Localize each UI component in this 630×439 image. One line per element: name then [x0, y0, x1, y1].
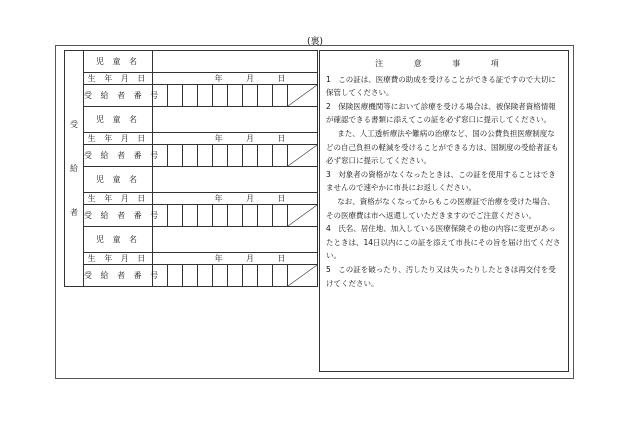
note-2-sub: また、人工透析療法や難病の治療など、国の公費負担医療制度などの自己負担の軽減を受けることができる方は、国制度の受給者証も必ず窓口に提示してください。: [326, 128, 559, 166]
recipient-number-digit[interactable]: [198, 145, 213, 167]
recipient-number-digit[interactable]: [168, 265, 183, 287]
recipient-number-digit[interactable]: [258, 145, 273, 167]
recipient-number-label: 受 給 者 番 号: [84, 85, 153, 107]
recipient-number-digit[interactable]: [273, 85, 288, 107]
child-name-row: [65, 227, 318, 253]
recipient-number-digit[interactable]: [228, 265, 243, 287]
recipient-number-digit[interactable]: [228, 205, 243, 227]
void-slash: [288, 205, 317, 226]
dob-label: 生 年 月 日: [84, 253, 153, 265]
recipient-number-digit[interactable]: [273, 265, 288, 287]
child-name-row: [65, 167, 318, 193]
note-3-sub: なお、資格がなくなってからもこの医療証で治療を受けた場合、その医療費は市へ返還していただきますのでご注意ください。: [326, 196, 555, 220]
child-name-label: 児 童 名: [84, 107, 153, 133]
dob-row: [65, 73, 318, 85]
child-name-label: 児 童 名: [84, 51, 153, 73]
day-unit: 日: [277, 254, 286, 263]
dob-field[interactable]: [153, 73, 318, 85]
recipient-number-digit[interactable]: [183, 205, 198, 227]
child-name-row: [65, 51, 318, 73]
page-side-label: (裏): [306, 37, 324, 47]
year-unit: 年: [214, 74, 223, 83]
month-unit: 月: [245, 194, 254, 203]
day-unit: 日: [277, 194, 286, 203]
dob-field[interactable]: [153, 253, 318, 265]
recipient-number-digit[interactable]: [213, 85, 228, 107]
recipient-number-digit[interactable]: [168, 205, 183, 227]
recipient-number-digit[interactable]: [258, 85, 273, 107]
recipient-side-label: 受 給 者: [65, 51, 84, 287]
recipient-number-digit[interactable]: [243, 145, 258, 167]
child-name-row: [65, 107, 318, 133]
recipient-number-digit[interactable]: [273, 205, 288, 227]
recipient-number-digit[interactable]: [168, 85, 183, 107]
void-cell: [288, 265, 318, 287]
recipient-number-label: 受 給 者 番 号: [84, 205, 153, 227]
note-5: 5 この証を破ったり、汚したり又は失ったりしたときは再交付を受けてください。: [326, 264, 556, 288]
void-cell: [288, 85, 318, 107]
recipient-number-digit[interactable]: [228, 145, 243, 167]
day-unit: 日: [277, 134, 286, 143]
dob-label: 生 年 月 日: [84, 73, 153, 85]
void-slash: [288, 265, 317, 286]
recipient-number-label: 受 給 者 番 号: [84, 265, 153, 287]
note-2: 2 保険医療機関等において診療を受ける場合は、被保険者資格情報が確認できる書類に添えてこの証を必ず窓口に提示してください。: [326, 101, 556, 125]
recipient-number-digit[interactable]: [258, 205, 273, 227]
recipient-number-row: [65, 205, 318, 227]
notes-title: 注 意 事 項: [375, 59, 513, 68]
void-cell: [288, 205, 318, 227]
recipient-number-digit[interactable]: [273, 145, 288, 167]
void-slash: [288, 85, 317, 106]
void-slash: [288, 145, 317, 166]
recipient-number-digit[interactable]: [183, 85, 198, 107]
note-4: 4 氏名、居住地、加入している医療保険その他の内容に変更があったときは、14日以内にこの証を添えて市長にその旨を届け出てください。: [326, 224, 561, 261]
recipient-number-label: 受 給 者 番 号: [84, 145, 153, 167]
child-name-label: 児 童 名: [84, 227, 153, 253]
recipient-table: [64, 50, 318, 287]
recipient-number-digit[interactable]: [243, 205, 258, 227]
month-unit: 月: [245, 74, 254, 83]
day-unit: 日: [277, 74, 286, 83]
recipient-number-digit[interactable]: [183, 265, 198, 287]
dob-row: [65, 133, 318, 145]
recipient-number-digit[interactable]: [243, 265, 258, 287]
recipient-number-digit[interactable]: [198, 85, 213, 107]
month-unit: 月: [245, 134, 254, 143]
recipient-number-digit[interactable]: [198, 265, 213, 287]
dob-row: [65, 253, 318, 265]
year-unit: 年: [214, 194, 223, 203]
dob-label: 生 年 月 日: [84, 193, 153, 205]
recipient-number-digit[interactable]: [198, 205, 213, 227]
child-name-field[interactable]: [153, 167, 318, 193]
recipient-number-digit[interactable]: [213, 205, 228, 227]
recipient-number-digit[interactable]: [228, 85, 243, 107]
void-cell: [288, 145, 318, 167]
recipient-number-digit[interactable]: [213, 145, 228, 167]
recipient-number-row: [65, 145, 318, 167]
recipient-number-digit[interactable]: [213, 265, 228, 287]
note-3: 3 対象者の資格がなくなったときは、この証を使用することはできませんので速やかに市長にお返しください。: [326, 169, 556, 193]
child-name-label: 児 童 名: [84, 167, 153, 193]
recipient-number-digit[interactable]: [183, 145, 198, 167]
dob-field[interactable]: [153, 133, 318, 145]
year-unit: 年: [214, 254, 223, 263]
month-unit: 月: [245, 254, 254, 263]
recipient-number-row: [65, 265, 318, 287]
child-name-field[interactable]: [153, 51, 318, 73]
note-1: 1 この証は、医療費の助成を受けることができる証ですので大切に保管してください。: [326, 74, 556, 98]
child-name-field[interactable]: [153, 107, 318, 133]
recipient-number-digit[interactable]: [168, 145, 183, 167]
dob-field[interactable]: [153, 193, 318, 205]
notes-panel: [319, 50, 569, 372]
dob-row: [65, 193, 318, 205]
year-unit: 年: [214, 134, 223, 143]
dob-label: 生 年 月 日: [84, 133, 153, 145]
recipient-number-row: [65, 85, 318, 107]
recipient-form: [64, 50, 318, 287]
recipient-number-digit[interactable]: [243, 85, 258, 107]
child-name-field[interactable]: [153, 227, 318, 253]
recipient-number-digit[interactable]: [258, 265, 273, 287]
